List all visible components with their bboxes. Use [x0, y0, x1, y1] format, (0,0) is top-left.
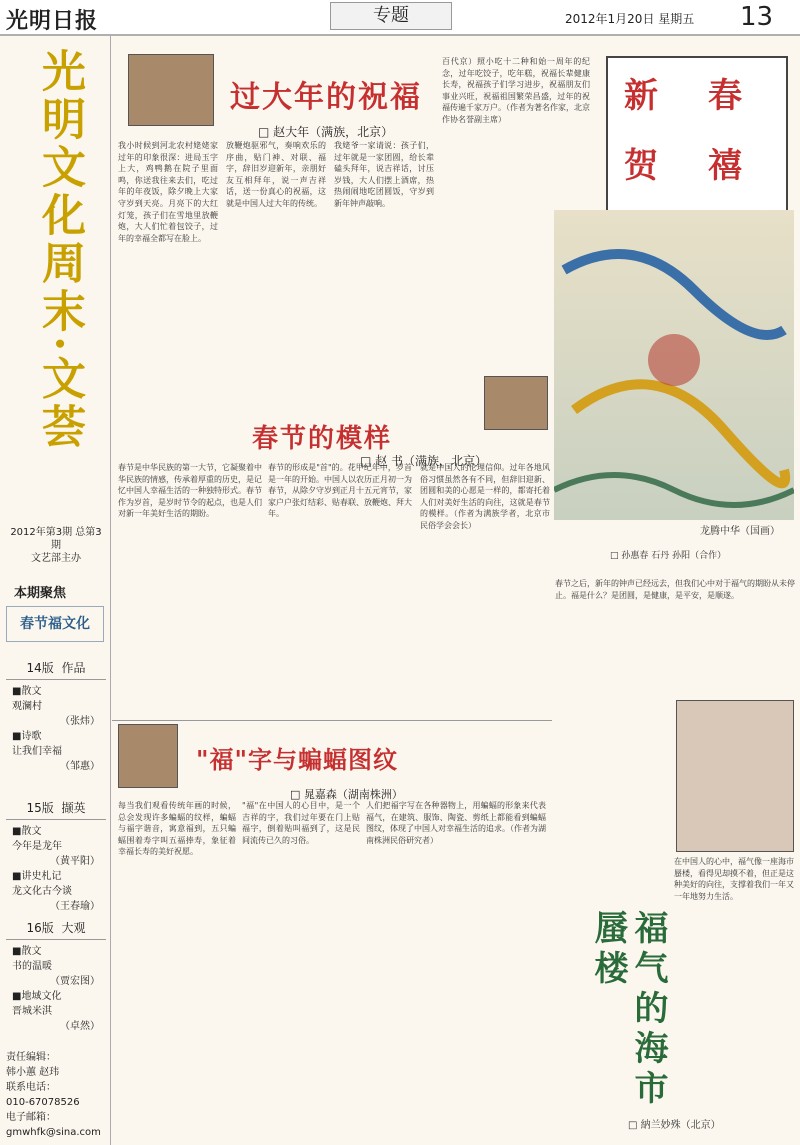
painting-credit: □ 孙惠春 石丹 孙阳（合作） — [610, 551, 727, 561]
greeting-char: 贺 — [624, 146, 658, 186]
section-label: 专题 — [330, 2, 452, 30]
toc-type: ■讲史札记 — [12, 871, 62, 882]
article-column: 放鞭炮驱邪气，奏响欢乐的序曲，贴门神、对联、福字，辞旧岁迎新年，亲朋好友互相拜年，说一声吉祥话，送一份真心的祝福，这就是中国人过大年的传统。 — [226, 141, 326, 208]
article-byline: □ 晁嘉森（湖南株洲） — [290, 788, 403, 801]
article-column: 每当我们观看传统年画的时候，总会发现许多蝙蝠的纹样，蝙蝠与福字谐音，寓意福到，五只蝙蝠围着寿字叫五福捧寿，象征着幸福长寿的美好祝愿。 — [118, 801, 236, 857]
issue-line: 文艺部主办 — [31, 553, 81, 564]
article-column: 在中国人的心中，福气像一座海市蜃楼，看得见却摸不着，但正是这种美好的向往，支撑着我们一年又一年地努力生活。 — [674, 857, 794, 901]
greeting-char: 春 — [708, 76, 742, 116]
toc-type: ■散文 — [12, 826, 42, 837]
credit-line: 电子邮箱： — [6, 1112, 56, 1123]
toc-box — [6, 918, 106, 1034]
toc-author: （卓然） — [60, 1021, 100, 1032]
article-column: 人们把福字写在各种器物上，用蝙蝠的形象来代表福气，在建筑、服饰、陶瓷、剪纸上都能看到蝙蝠图纹，体现了中国人对幸福生活的追求。（作者为湖南株洲民俗研究者） — [366, 801, 546, 845]
issue-date: 2012年1月20日 星期五 — [565, 12, 695, 26]
article-column: 春节是中华民族的第一大节，它凝聚着中华民族的情感，传承着厚重的历史，是记忆中国人幸福生活的一种独特形式。春节作为岁首，是岁时节令的起点，也是人们对新一年美好生活的期盼。 — [118, 463, 262, 519]
editor-credits — [6, 1050, 106, 1140]
author-photo — [676, 700, 794, 852]
article-column: 我姥爷一家请说：孩子们，过年就是一家团圆，给长辈磕头拜年，说吉祥话，讨压岁钱，大人们摆上酒席，热热闹闹地吃团圆饭，守岁到新年钟声敲响。 — [334, 141, 434, 208]
painting-caption: 龙腾中华（国画） — [700, 526, 780, 537]
article-title: 春节的模样 — [252, 424, 393, 454]
author-photo — [118, 724, 178, 788]
column-brand: 光明文化周末·文荟 — [34, 48, 85, 452]
toc-title[interactable]: 龙文化古今谈 — [12, 886, 72, 897]
toc-page: 14版 — [26, 661, 54, 675]
issue-line: 2012年第3期 总第3期 — [10, 527, 102, 551]
article-title: 过大年的祝福 — [230, 80, 422, 115]
section-divider — [112, 720, 552, 721]
dragon-painting-art — [554, 210, 794, 520]
author-photo — [484, 376, 548, 430]
toc-type: ■散文 — [12, 946, 42, 957]
toc-page: 16版 — [26, 921, 54, 935]
toc-author: （张炜） — [60, 716, 100, 727]
toc-author: （王春瑜） — [50, 901, 100, 912]
toc-col: 撷英 — [61, 801, 86, 815]
toc-title[interactable]: 晋城米淇 — [12, 1006, 52, 1017]
credit-line[interactable]: gmwhfk@sina.com — [6, 1127, 101, 1138]
greeting-char: 禧 — [708, 146, 742, 186]
article-column: 春节之后，新年的钟声已经远去，但我们心中对于福气的期盼从未停止。福是什么？是团圆，是健康，是平安，是顺遂。 — [555, 579, 795, 600]
credit-line: 联系电话： — [6, 1082, 56, 1093]
article-column: 春节的形成是"首"的。花甲纪年中，岁首是一年的开始。中国人以农历正月初一为春节，从除夕守岁到正月十五元宵节，家家户户张灯结彩、贴春联、放鞭炮、拜大年。 — [268, 463, 412, 519]
toc-col: 大观 — [61, 921, 86, 935]
credit-line: 韩小蕙 赵玮 — [6, 1067, 60, 1078]
left-sidebar — [0, 36, 111, 1145]
toc-author: （黄平阳） — [50, 856, 100, 867]
toc-type: ■诗歌 — [12, 731, 42, 742]
toc-col: 作品 — [61, 661, 86, 675]
toc-type: ■地域文化 — [12, 991, 62, 1002]
article-byline: □ 納兰妙殊（北京） — [628, 1120, 721, 1131]
article-column: 我小时候到河北农村姥姥家过年的印象很深：进局玉字上大，鸡鸭鹅在院子里面鸣，你送我往来去们，吃过年的年夜饭，除夕晚上大家守岁到天亮。月亮下的大红灯笼，孩子们在雪地里放鞭炮，大人们忙着包饺子，过年的幸福全都写在脸上。 — [118, 141, 218, 243]
page-number: 13 — [740, 2, 774, 32]
masthead — [0, 0, 800, 36]
article-title: "福"字与蝙蝠图纹 — [196, 745, 399, 774]
toc-title[interactable]: 今年是龙年 — [12, 841, 62, 852]
author-photo — [128, 54, 214, 126]
toc-box — [6, 798, 106, 914]
toc-box — [6, 658, 106, 774]
focus-topic: 春节福文化 — [6, 606, 104, 642]
article-column: 百代京）照小吃十二种和始一周年的纪念，过年吃饺子，吃年糕，祝福长辈健康长寿，祝福孩子们学习进步，祝福朋友们事业兴旺，祝福祖国繁荣昌盛，过年的祝福传遍千家万户。（作者为著名作家，北京作协名誉副主席） — [442, 57, 590, 124]
newspaper-logo: 光明日报 — [6, 8, 99, 34]
article-byline: □ 赵大年（满族，北京） — [258, 125, 394, 139]
dragon-painting — [554, 210, 794, 520]
toc-page: 15版 — [26, 801, 54, 815]
new-year-greeting-box — [606, 56, 788, 212]
toc-title[interactable]: 书的温暖 — [12, 961, 52, 972]
toc-title[interactable]: 让我们幸福 — [12, 746, 62, 757]
focus-label: 本期聚焦 — [14, 586, 67, 601]
toc-author: （贾宏图） — [50, 976, 100, 987]
toc-type: ■散文 — [12, 686, 42, 697]
credit-line: 责任编辑： — [6, 1052, 56, 1063]
issue-info — [6, 526, 106, 565]
article-column: 就是中国人的伦理信仰。过年各地风俗习惯虽然各有不同，但辞旧迎新、团圆和美的心愿是一样的，都寄托着人们对美好生活的向往，这就是春节的模样。（作者为满族学者，北京市民俗学会会长） — [420, 463, 550, 530]
article-title: 福气的海市蜃楼 — [588, 910, 668, 1110]
credit-line: 010-67078526 — [6, 1097, 80, 1108]
toc-author: （邹惠） — [60, 761, 100, 772]
greeting-char: 新 — [624, 76, 658, 116]
toc-title[interactable]: 观澜村 — [12, 701, 42, 712]
article-column: "福"在中国人的心目中，是一个吉祥的字，我们过年要在门上贴福字，倒着贴叫福到了，这是民间流传已久的习俗。 — [242, 801, 360, 845]
article-byline: □ 赵 书（满族，北京） — [360, 454, 487, 468]
